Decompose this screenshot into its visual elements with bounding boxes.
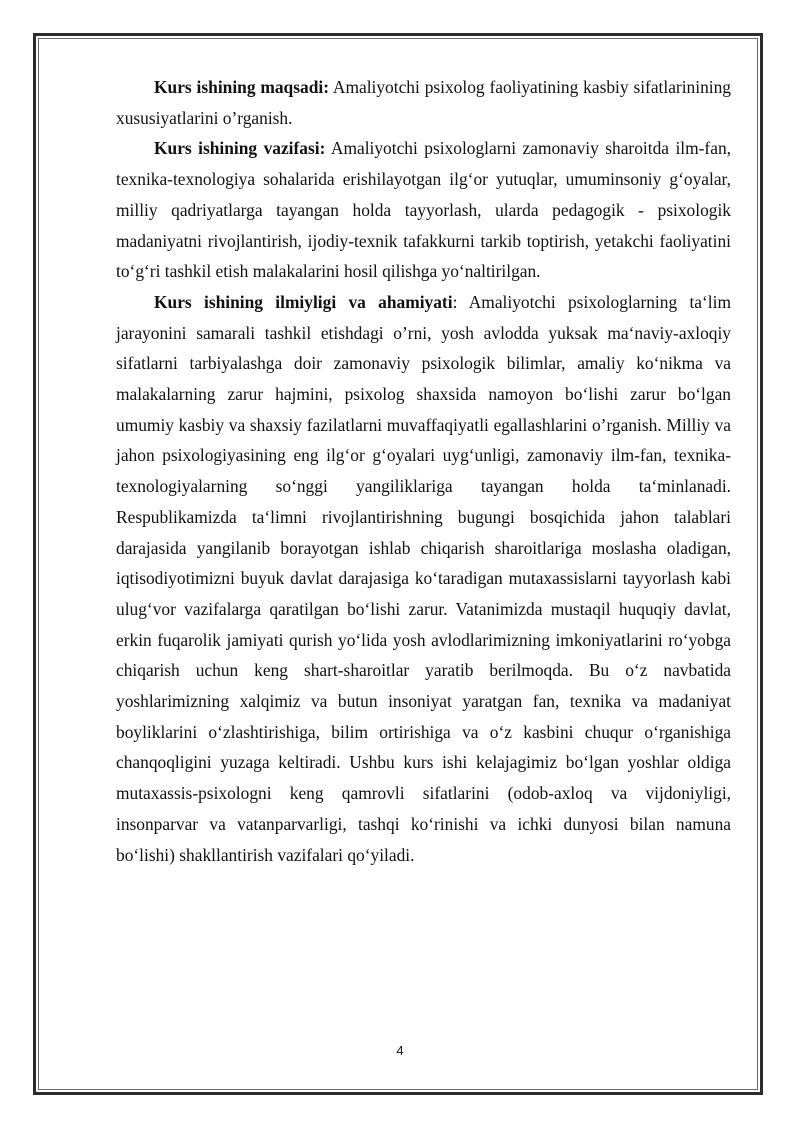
paragraph-text: Amaliyotchi psixolog faoliyatining kasbiy sifatlarinining xususiyatlarini o’rganish. [116, 77, 732, 128]
paragraph-vazifasi [116, 133, 731, 287]
document-body [116, 72, 731, 870]
page-number: 4 [396, 1043, 404, 1058]
paragraph-lead: Kurs ishining vazifasi: [154, 138, 326, 159]
paragraph-text: Amaliyotchi psixologlarni zamonaviy sharoitda ilm-fan, texnika-texnologiya sohalarida erishilayotgan ilg‘or yutuqlar, umuminsoniy g‘oyalar, milliy qadriyatlarga tayangan holda tayyorlash, ularda pedagogik - psixologik madaniyatni rivojlantirish, ijodiy-texnik tafakkurni tarkib toptirish, yetakchi faoliyatini to‘g‘ri tashkil etish malakalarini hosil qilishga yo‘naltirilgan. [116, 138, 731, 282]
paragraph-lead: Kurs ishining maqsadi: [154, 77, 329, 97]
paragraph-lead: Kurs ishining ilmiyligi va ahamiyati [154, 291, 453, 312]
paragraph-maqsadi [116, 72, 731, 133]
paragraph-ilmiyligi [116, 287, 731, 870]
paragraph-text: : Amaliyotchi psixologlarning ta‘lim jarayonini samarali tashkil etishdagi o’rni, yosh avlodda yuksak ma‘naviy-axloqiy sifatlarni tarbiyalashga doir zamonaviy psixologik bilimlar, amaliy ko‘nikma va malakalarning zarur hajmini, psixolog shaxsida namoyon bo‘lishi zarur bo‘lgan umumiy kasbiy va shaxsiy fazilatlarni muvaffaqiyatli egallashlarini o’rganish. Milliy va jahon psixologiyasining eng ilg‘or g‘oyalari uyg‘unligi, zamonaviy ilm-fan, texnika-texnologiyalarning so‘nggi yangiliklariga tayangan holda ta‘minlanadi. Respublikamizda ta‘limni rivojlantirishning bugungi bosqichida jahon talablari darajasida yangilanib borayotgan ishlab chiqarish sharoitlariga moslasha oladigan, iqtisodiyotimizni buyuk davlat darajasiga ko‘taradigan mutaxassislarni tayyorlash kabi ulug‘vor vazifalarga qaratilgan bo‘lishi zarur. Vatanimizda mustaqil huquqiy davlat, erkin fuqarolik jamiyati qurish yo‘lida yosh avlodlarimizning imkoniyatlarini ro‘yobga chiqarish uchun keng shart-sharoitlar yaratib berilmoqda. Bu o‘z navbatida yoshlarimizning xalqimiz va butun insoniyat yaratgan fan, texnika va madaniyat boyliklarini o‘zlashtirishiga, bilim ortirishiga va o‘z kasbini chuqur o‘rganishiga chanqoqligini yuzaga keltiradi. Ushbu kurs ishi kelajagimiz bo‘lgan yoshlar oldiga mutaxassis-psixologni keng qamrovli sifatlarini (odob-axloq va vijdoniyligi, insonparvar va vatanparvarligi, tashqi ko‘rinishi va ichki dunyosi bilan namuna bo‘lishi) shakllantirish vazifalari qo‘yiladi. [116, 291, 731, 865]
